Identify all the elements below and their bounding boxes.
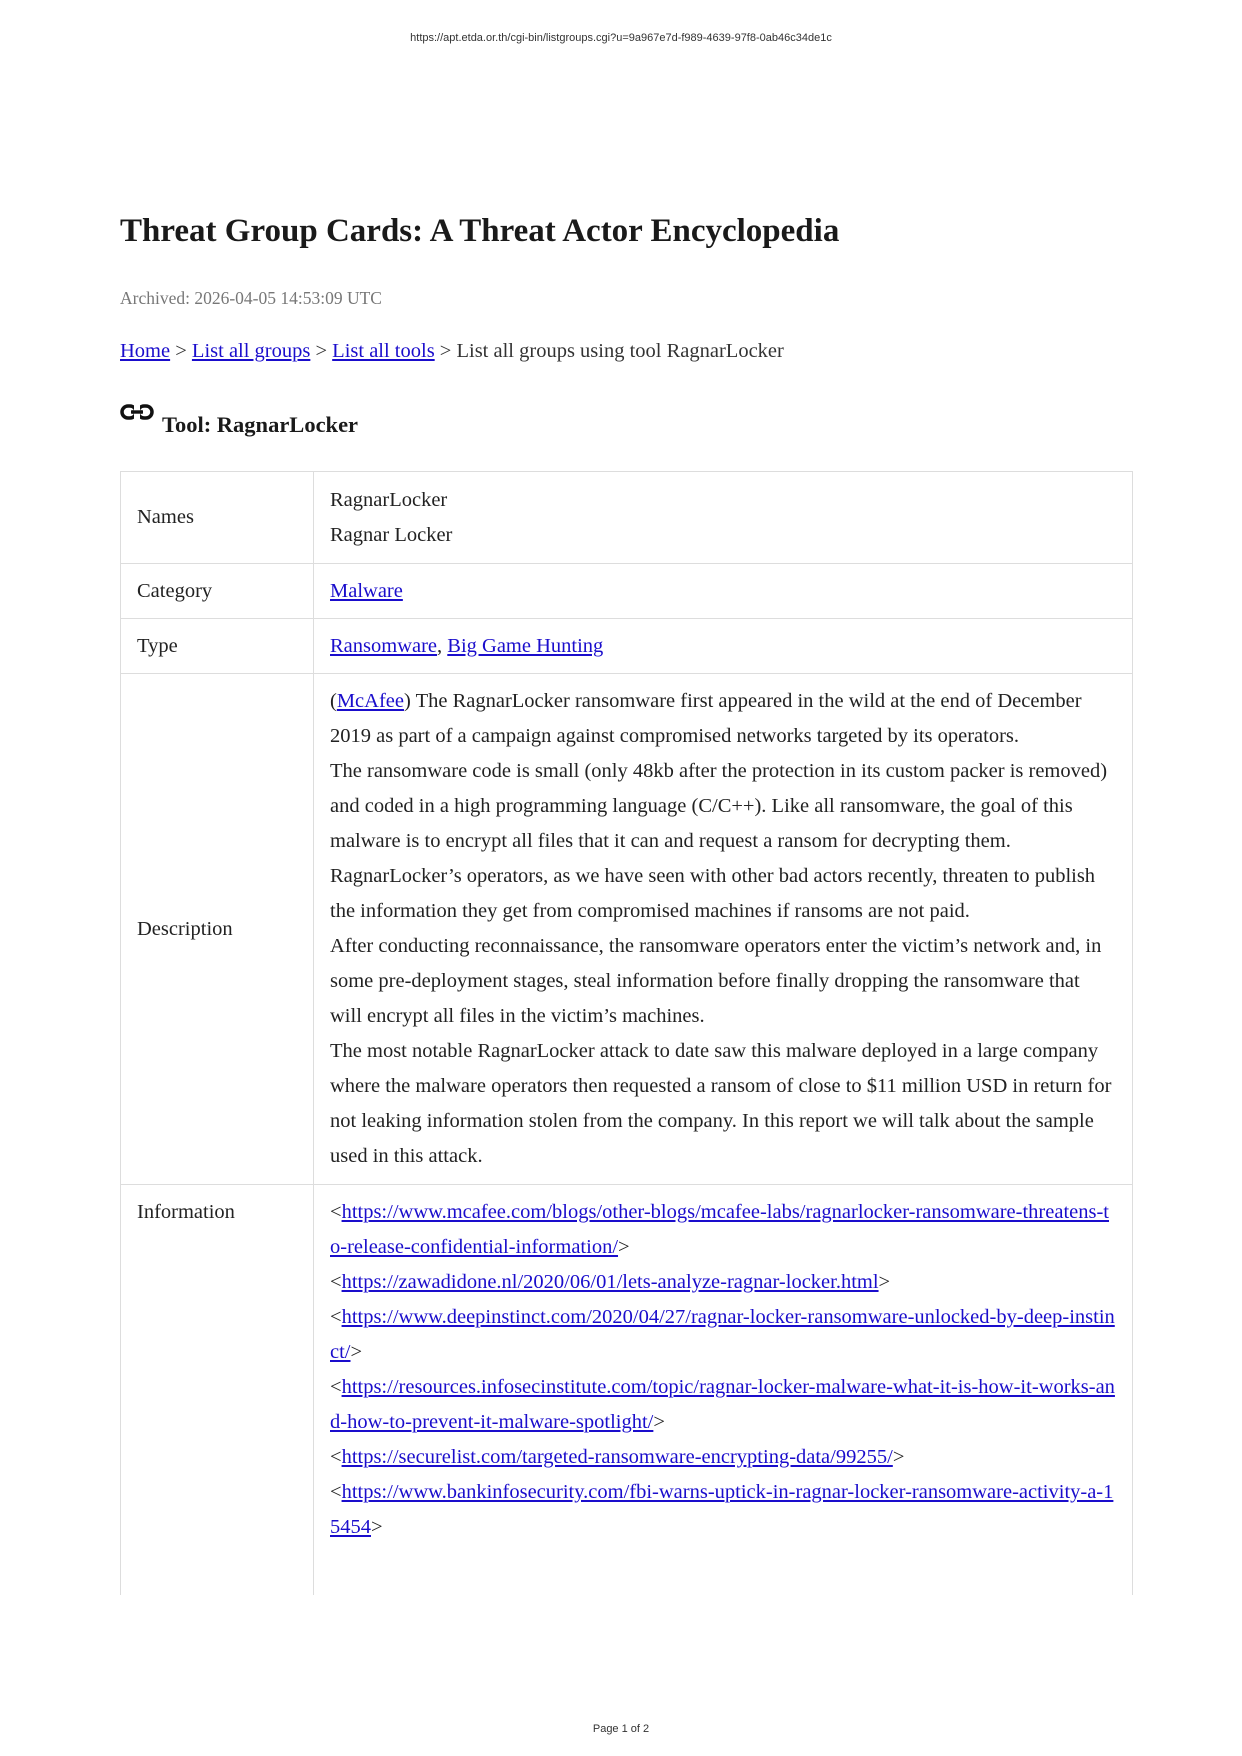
description-para: After conducting reconnaissance, the ransomware operators enter the victim’s network and, in some pre-deployment stages, steal information before finally dropping the ransomware that will encrypt all files in the victim’s machines. [330,935,1102,1027]
info-link[interactable]: https://www.deepinstinct.com/2020/04/27/ragnar-locker-ransomware-unlocked-by-deep-instinct/ [330,1306,1115,1363]
breadcrumb-sep: > [439,340,452,362]
print-header-url: https://apt.etda.or.th/cgi-bin/listgroups.cgi?u=9a967e7d-f989-4639-97f8-0ab46c34de1c [410,32,832,44]
label-information: Information [121,1185,314,1596]
row-information [121,1185,1133,1596]
type-sep: , [437,634,448,657]
info-link-item: <https://www.deepinstinct.com/2020/04/27/ragnar-locker-ransomware-unlocked-by-deep-instinct/> [330,1306,1115,1363]
tool-heading [120,402,359,437]
label-category: Category [121,564,314,619]
row-description [121,674,1133,1185]
info-link[interactable]: https://resources.infosecinstitute.com/topic/ragnar-locker-malware-what-it-is-how-it-works-and-how-to-prevent-it-malware-spotlight/ [330,1376,1115,1433]
value-information [314,1185,1133,1596]
breadcrumb-list-groups[interactable]: List all groups [191,340,311,362]
info-link[interactable]: https://www.bankinfosecurity.com/fbi-warns-uptick-in-ragnar-locker-ransomware-activity-a-15454 [330,1481,1114,1538]
type-link[interactable]: Big Game Hunting [447,634,604,657]
tool-title: Tool: RagnarLocker [162,412,359,437]
link-icon[interactable] [120,403,154,428]
info-link[interactable]: https://zawadidone.nl/2020/06/01/lets-analyze-ragnar-locker.html [341,1271,879,1293]
page-number: Page 1 of 2 [592,1723,650,1735]
source-link[interactable]: McAfee [336,690,404,712]
value-description [314,674,1133,1185]
info-link-item: <https://resources.infosecinstitute.com/topic/ragnar-locker-malware-what-it-is-how-it-works-and-how-to-prevent-it-malware-spotlight/> [330,1376,1115,1433]
name-item: RagnarLocker [330,488,448,511]
info-link-item: <https://zawadidone.nl/2020/06/01/lets-analyze-ragnar-locker.html> [330,1271,891,1293]
row-names [121,472,1133,564]
name-item: Ragnar Locker [330,523,453,546]
label-description: Description [121,674,314,1185]
breadcrumb-current: List all groups using tool RagnarLocker [456,340,784,362]
type-link[interactable]: Ransomware [330,634,438,657]
label-type: Type [121,619,314,674]
info-link-item: <https://www.bankinfosecurity.com/fbi-warns-uptick-in-ragnar-locker-ransomware-activity-a-15454> [330,1481,1114,1538]
row-type [121,619,1133,674]
info-link-item: <https://securelist.com/targeted-ransomware-encrypting-data/99255/> [330,1446,905,1468]
row-category [121,564,1133,619]
description-para: RagnarLocker’s operators, as we have seen with other bad actors recently, threaten to publish the information they get from compromised machines if ransoms are not paid. [330,865,1096,922]
info-link[interactable]: https://www.mcafee.com/blogs/other-blogs/mcafee-labs/ragnarlocker-ransomware-threatens-to-release-confidential-information/ [330,1201,1110,1258]
breadcrumb-sep: > [175,340,187,362]
breadcrumb-home[interactable]: Home [120,340,171,362]
category-link[interactable]: Malware [330,579,403,602]
description-text: The RagnarLocker ransomware first appeared in the wild at the end of December 2019 as part of a campaign against compromised networks targeted by its operators. [330,690,1082,747]
breadcrumb [120,340,784,363]
label-names: Names [121,472,314,564]
page-title: Threat Group Cards: A Threat Actor Encyclopedia [120,213,840,249]
tool-info-table [120,471,1133,1595]
breadcrumb-sep: > [315,340,328,362]
description-para: The most notable RagnarLocker attack to date saw this malware deployed in a large company where the malware operators then requested a ransom of close to $11 million USD in return for not leaking information stolen from the company. In this report we will talk about the sample used in this attack. [330,1040,1112,1167]
info-link[interactable]: https://securelist.com/targeted-ransomware-encrypting-data/99255/ [341,1446,893,1468]
description-para: The ransomware code is small (only 48kb after the protection in its custom packer is removed) and coded in a high programming language (C/C++). Like all ransomware, the goal of this malware is to encrypt all files that it can and request a ransom for decrypting them. [330,760,1108,852]
breadcrumb-list-tools[interactable]: List all tools [332,340,435,362]
info-link-item: <https://www.mcafee.com/blogs/other-blogs/mcafee-labs/ragnarlocker-ransomware-threatens-to-release-confidential-information/> [330,1201,1110,1258]
description-para: (McAfee) The RagnarLocker ransomware first appeared in the wild at the end of December 2019 as part of a campaign against compromised networks targeted by its operators. [330,690,1082,747]
archived-timestamp: Archived: 2026-04-05 14:53:09 UTC [120,288,382,308]
value-names [314,472,1133,564]
